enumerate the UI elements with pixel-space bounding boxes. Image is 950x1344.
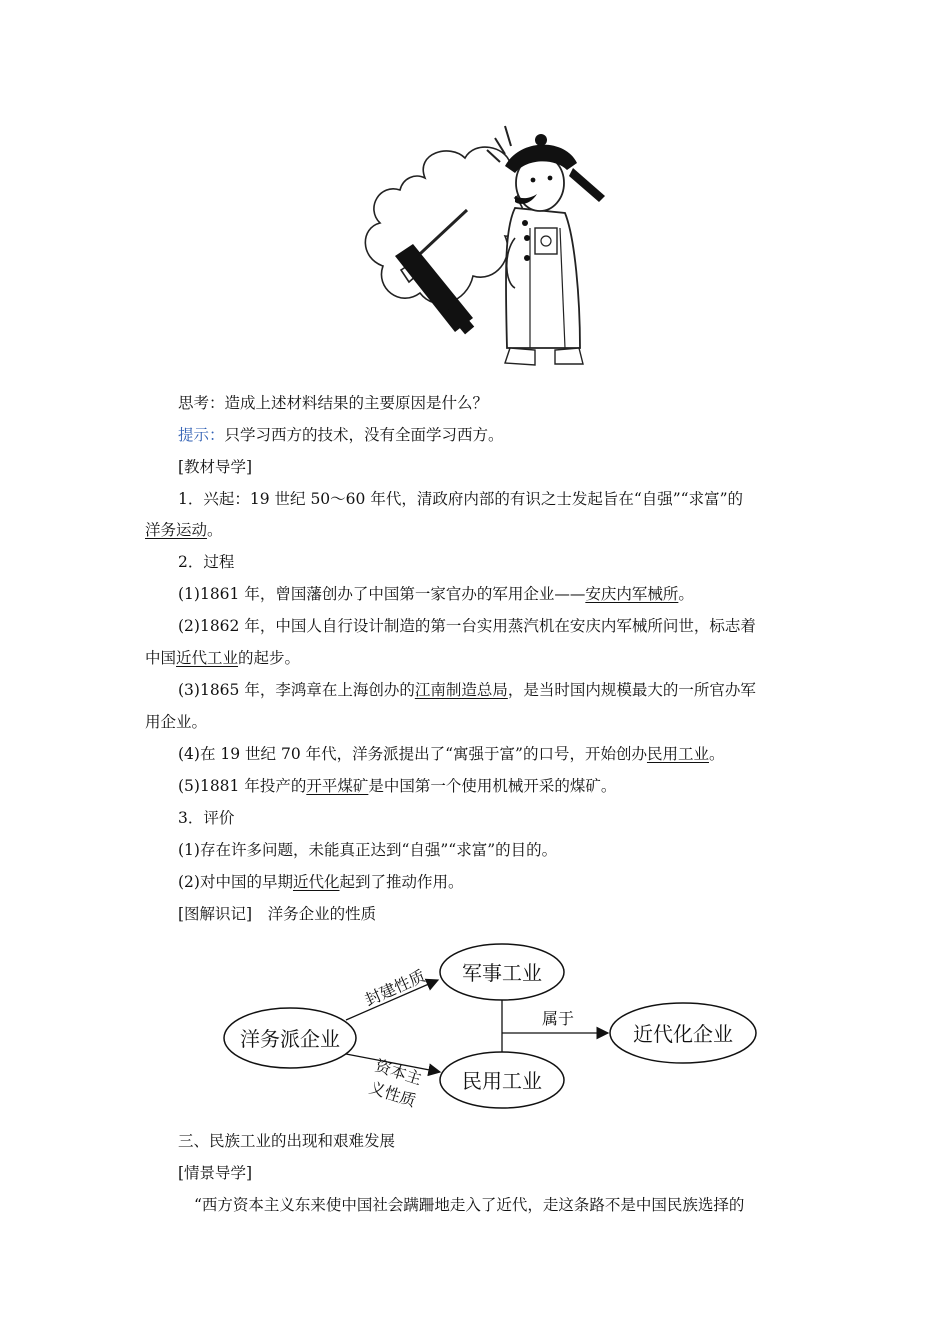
p2-4-end: 。 <box>708 745 725 763</box>
p3-2 <box>178 871 464 893</box>
underline-jiangnan-arsenal: 江南制造总局 <box>414 681 508 699</box>
diagram-heading: [图解识记] 洋务企业的性质 <box>178 905 377 923</box>
p2-3-line2: 用企业。 <box>145 713 208 731</box>
hint-line <box>178 424 504 446</box>
yangwu-enterprise-diagram <box>218 938 778 1118</box>
p1-line1: 1．兴起：19 世纪 50～60 年代，清政府内部的有识之士发起旨在“自强”“求富”的 <box>178 490 744 508</box>
p2-2-line2 <box>145 647 300 669</box>
underline-modernization: 近代化 <box>292 873 340 891</box>
p2-2-start: 中国 <box>145 649 177 667</box>
p3-1: (1)存在许多问题，未能真正达到“自强”“求富”的目的。 <box>178 841 558 859</box>
underline-yangwu-movement: 洋务运动 <box>145 521 208 539</box>
node-source-label: 洋务派企业 <box>240 1027 340 1051</box>
p2-3-line1 <box>178 679 756 701</box>
edge-right-label: 属于 <box>541 1009 575 1028</box>
p3-2-text: (2)对中国的早期 <box>178 873 293 891</box>
scene-quote: “西方资本主义东来使中国社会蹒跚地走入了近代，走这条路不是中国民族选择的 <box>194 1196 745 1214</box>
scene-heading: [情景导学] <box>178 1164 253 1182</box>
p2-3-end: ，是当时国内规模最大的一所官办军 <box>507 681 756 699</box>
p2-4-text: (4)在 19 世纪 70 年代，洋务派提出了“寓强于富”的口号，开始创办 <box>178 745 647 763</box>
qing-official-illustration <box>355 118 625 378</box>
p2-4 <box>178 743 725 765</box>
edge-lower-label-2: 义性质 <box>366 1077 419 1111</box>
p1-line2 <box>145 519 223 541</box>
underline-civil-industry: 民用工业 <box>646 745 709 763</box>
p2-1-text: (1)1861 年，曾国藩创办了中国第一家官办的军用企业—— <box>178 585 586 603</box>
p2-2-line1: (2)1862 年，中国人自行设计制造的第一台实用蒸汽机在安庆内军械所问世，标志着 <box>178 617 756 635</box>
edge-upper-label: 封建性质 <box>361 966 429 1010</box>
think-question: 思考：造成上述材料结果的主要原因是什么？ <box>178 394 489 412</box>
underline-modern-industry: 近代工业 <box>176 649 239 667</box>
p2-5-end: 是中国第一个使用机械开采的煤矿。 <box>368 777 617 795</box>
node-military-label: 军事工业 <box>462 961 542 985</box>
node-civil-label: 民用工业 <box>462 1069 542 1093</box>
hint-label: 提示： <box>178 426 225 444</box>
p3-heading: 3．评价 <box>178 809 235 827</box>
p2-2-end: 的起步。 <box>238 649 301 667</box>
p2-5 <box>178 775 616 797</box>
p2-1 <box>178 583 694 605</box>
underline-anqing-arsenal: 安庆内军械所 <box>585 585 679 603</box>
p2-1-end: 。 <box>678 585 694 603</box>
underline-kaiping-mine: 开平煤矿 <box>306 777 369 795</box>
edge-lower-label-1: 资本主 <box>372 1055 425 1089</box>
p2-5-text: (5)1881 年投产的 <box>178 777 307 795</box>
textbook-heading: [教材导学] <box>178 458 253 476</box>
p2-3-text: (3)1865 年，李鸿章在上海创办的 <box>178 681 415 699</box>
hint-text: 只学习西方的技术，没有全面学习西方。 <box>224 426 504 444</box>
p3-2-end: 起到了推动作用。 <box>339 873 464 891</box>
p2-heading: 2．过程 <box>178 553 235 571</box>
node-target-label: 近代化企业 <box>633 1022 733 1046</box>
p1-end: 。 <box>207 521 223 539</box>
section-three-title: 三、民族工业的出现和艰难发展 <box>178 1132 396 1150</box>
